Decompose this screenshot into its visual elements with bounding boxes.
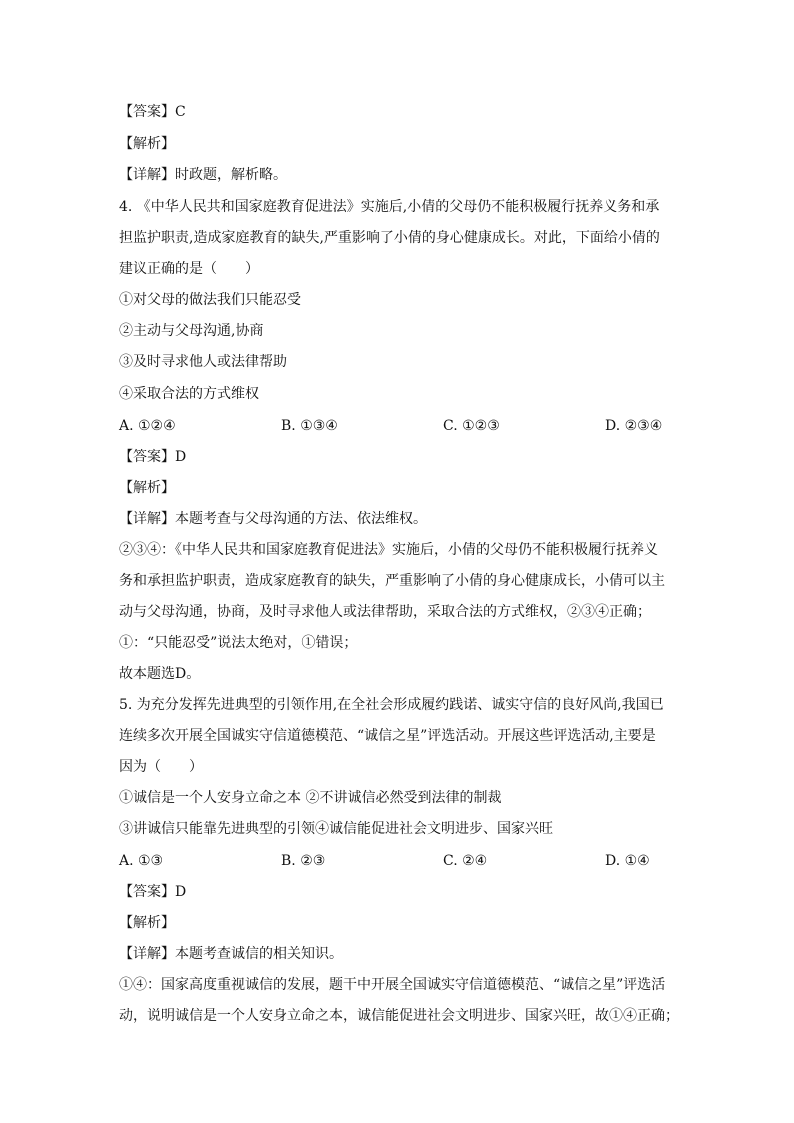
- q5-stem-line-1: 5. 为充分发挥先进典型的引领作用,在全社会形成履约践诺、诚实守信的良好风尚,我国已: [119, 697, 664, 713]
- q4-detail-line-5: ①：“只能忍受”说法太绝对，①错误；: [119, 635, 358, 651]
- q4-option-d: D. ②③④: [605, 418, 663, 434]
- q5-detail-line-2: ①④：国家高度重视诚信的发展，题干中开展全国诚实守信道德模范、“诚信之星”评选活: [119, 977, 666, 993]
- q4-item-1: ①对父母的做法我们只能忍受: [119, 292, 301, 308]
- q5-analysis-heading: 【解析】: [119, 915, 175, 931]
- q4-detail-line-4: 动与父母沟通，协商，及时寻求他人或法律帮助，采取合法的方式维权，②③④正确；: [119, 604, 651, 620]
- q5-option-c: C. ②④: [443, 853, 488, 869]
- q5-option-b: B. ②③: [281, 853, 326, 869]
- q3-answer: 【答案】C: [119, 104, 186, 120]
- q3-analysis-heading: 【解析】: [119, 136, 175, 152]
- q3-detail: 【详解】时政题，解析略。: [119, 167, 287, 183]
- q4-stem-line-2: 担监护职责,造成家庭教育的缺失,严重影响了小倩的身心健康成长。对此，下面给小倩的: [119, 230, 660, 246]
- q5-stem-line-2: 连续多次开展全国诚实守信道德模范、“诚信之星”评选活动。开展这些评选活动,主要是: [119, 728, 656, 744]
- q5-option-a: A. ①③: [119, 853, 164, 869]
- q5-stem-line-3: 因为（ ）: [119, 759, 203, 775]
- q5-option-d: D. ①④: [605, 853, 650, 869]
- q4-option-b: B. ①③④: [281, 418, 338, 434]
- q4-detail-line-6: 故本题选D。: [119, 666, 201, 682]
- q4-item-3: ③及时寻求他人或法律帮助: [119, 354, 287, 370]
- q4-answer: 【答案】D: [119, 449, 187, 465]
- q4-option-a: A. ①②④: [119, 418, 176, 434]
- q5-item-line-1: ①诚信是一个人安身立命之本 ②不讲诚信必然受到法律的制裁: [119, 790, 502, 806]
- q4-item-4: ④采取合法的方式维权: [119, 386, 259, 402]
- q4-stem-line-1: 4. 《中华人民共和国家庭教育促进法》实施后,小倩的父母仍不能积极履行抚养义务和承: [119, 199, 660, 215]
- q4-option-c: C. ①②③: [443, 418, 500, 434]
- q5-item-line-2: ③讲诚信只能靠先进典型的引领④诚信能促进社会文明进步、国家兴旺: [119, 821, 553, 837]
- q5-answer: 【答案】D: [119, 884, 187, 900]
- q5-detail-line-3: 动，说明诚信是一个人安身立命之本，诚信能促进社会文明进步、国家兴旺，故①④正确；: [119, 1008, 679, 1024]
- q4-analysis-heading: 【解析】: [119, 480, 175, 496]
- q4-detail-line-2: ②③④：《中华人民共和国家庭教育促进法》实施后，小倩的父母仍不能积极履行抚养义: [119, 542, 658, 558]
- q4-item-2: ②主动与父母沟通,协商: [119, 323, 264, 339]
- q4-detail-line-1: 【详解】本题考查与父母沟通的方法、依法维权。: [119, 511, 427, 527]
- q4-stem-line-3: 建议正确的是（ ）: [119, 261, 259, 277]
- q5-detail-line-1: 【详解】本题考查诚信的相关知识。: [119, 946, 343, 962]
- q4-detail-line-3: 务和承担监护职责，造成家庭教育的缺失，严重影响了小倩的身心健康成长，小倩可以主: [119, 573, 665, 589]
